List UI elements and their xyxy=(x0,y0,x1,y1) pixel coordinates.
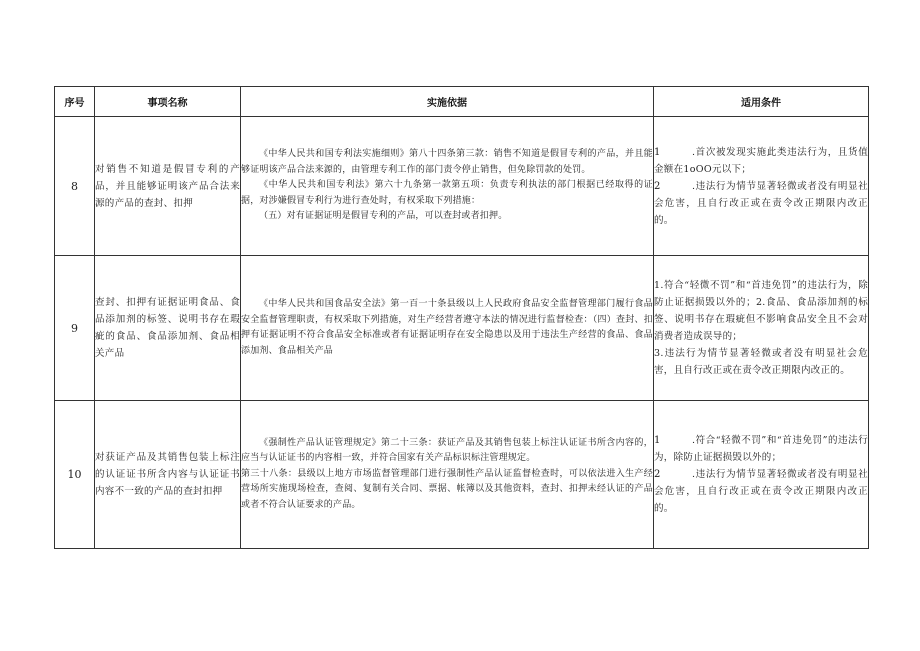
legal-basis xyxy=(241,256,654,401)
basis-paragraph: （五）对有证据证明是假冒专利的产品，可以查封或者扣押。 xyxy=(259,211,508,222)
applicable-conditions xyxy=(654,256,869,401)
basis-paragraph: 《强制性产品认证管理规定》第二十三条：获证产品及其销售包装上标注认证证书所含内容的，应当与认证证书的内容相一致，并符合国家有关产品标识标注管理规定。 xyxy=(241,437,653,464)
header-basis: 实施依据 xyxy=(241,87,654,117)
legal-basis xyxy=(241,401,654,549)
condition-item xyxy=(654,144,868,178)
item-name: 对销售不知道是假冒专利的产品，并且能够证明该产品合法来源的产品的查封、扣押 xyxy=(95,117,241,256)
condition-number: 2 xyxy=(654,469,661,480)
basis-paragraph: 《中华人民共和国专利法实施细则》第八十四条第三款：销售不知道是假冒专利的产品，并且能够证明该产品合法来源的，由管理专利工作的部门责令停止销售，但免除罚款的处罚。 xyxy=(241,149,653,175)
condition-number: 2 xyxy=(654,180,661,192)
row-number: 9 xyxy=(55,256,95,401)
applicable-conditions xyxy=(654,117,869,256)
condition-text: 1.符合“轻微不罚”和“首违免罚”的违法行为，除防止证据损毁以外的；2.食品、食品添加剂的标签、说明书存在瑕疵但不影响食品安全且不会对消费者造成误导的； xyxy=(654,280,868,342)
legal-basis xyxy=(241,117,654,256)
condition-text: .违法行为情节显著轻微或者没有明显社会危害，且自行改正或在责令改正期限内改正的。 xyxy=(654,469,868,514)
rules-table xyxy=(54,86,869,549)
condition-text: .违法行为情节显著轻微或者没有明显社会危害，且自行改正或在责令改正期限内改正的。 xyxy=(654,180,868,226)
basis-paragraph: 《中华人民共和国专利法》第六十九条第一款第五项：负责专利执法的部门根据已经取得的证据，对涉嫌假冒专利行为进行查处时，有权采取下列措施： xyxy=(241,180,653,206)
table-header-row xyxy=(55,87,869,117)
condition-number: 1 xyxy=(654,146,661,158)
header-condition: 适用条件 xyxy=(654,87,869,117)
row-number: 8 xyxy=(55,117,95,256)
condition-item xyxy=(654,345,868,379)
basis-paragraph: 《中华人民共和国食品安全法》第一百一十条县级以上人民政府食品安全监督管理部门履行食品安全监督管理职责，有权采取下列措施，对生产经营者遵守本法的情况进行监督检查：（四）查封、扣押有证据证明不符合食品安全标准或者有证据证明存在安全隐患以及用于违法生产经营的食品、食品添加剂、食品相关产品 xyxy=(241,299,653,356)
condition-item xyxy=(654,466,868,517)
table-row xyxy=(55,117,869,256)
applicable-conditions xyxy=(654,401,869,549)
header-name: 事项名称 xyxy=(95,87,241,117)
condition-text: 3.违法行为情节显著轻微或者没有明显社会危害，且自行改正或在责令改正期限内改正的。 xyxy=(654,348,868,376)
header-no: 序号 xyxy=(55,87,95,117)
condition-item xyxy=(654,178,868,229)
condition-text: .符合“轻微不罚”和“首违免罚”的违法行为，除防止证据损毁以外的； xyxy=(654,435,868,463)
item-name: 查封、扣押有证据证明食品、食品添加剂的标签、说明书存在瑕疵的食品、食品添加剂、食品相关产品 xyxy=(95,256,241,401)
condition-text: .首次被发现实施此类违法行为，且货值金额在1oOO元以下； xyxy=(654,146,868,175)
condition-item xyxy=(654,432,868,466)
basis-paragraph: 第三十八条：县级以上地方市场监督管理部门进行强制性产品认证监督检查时，可以依法进入生产经营场所实施现场检查，查阅、复制有关合同、票据、帐簿以及其他资料，查封、扣押未经认证的产品或者不符合认证要求的产品。 xyxy=(241,468,653,510)
table-row xyxy=(55,256,869,401)
table-row xyxy=(55,401,869,549)
condition-item xyxy=(654,277,868,345)
row-number: 10 xyxy=(55,401,95,549)
item-name: 对获证产品及其销售包装上标注的认证证书所含内容与认证证书内容不一致的产品的查封扣押 xyxy=(95,401,241,549)
condition-number: 1 xyxy=(654,435,661,446)
